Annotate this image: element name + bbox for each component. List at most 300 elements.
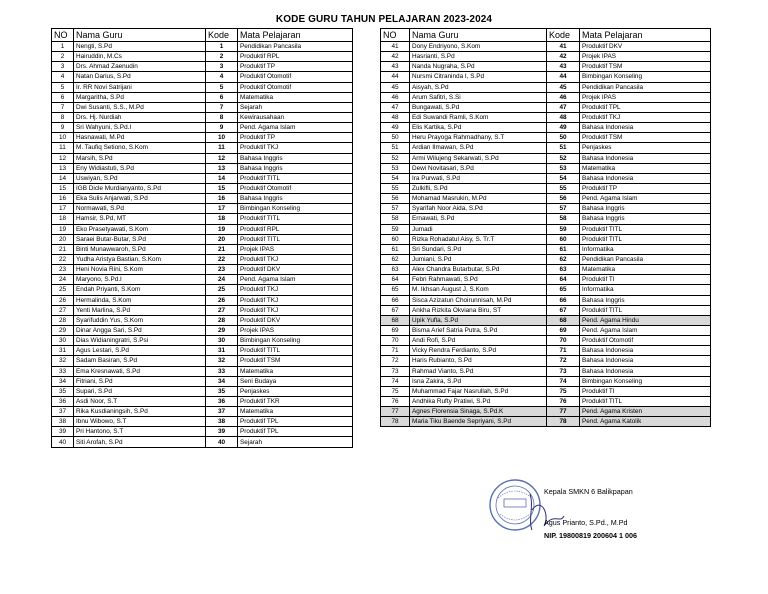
- cell-nama-guru: Sisca Azizatun Choirunnisah, M.Pd: [410, 295, 547, 305]
- cell-mata-pelajaran: Bahasa Inggris: [238, 163, 353, 173]
- cell-mata-pelajaran: Penjaskes: [238, 386, 353, 396]
- cell-nama-guru: Andi Rofi, S.Pd: [410, 336, 547, 346]
- cell-mata-pelajaran: Matematika: [580, 265, 711, 275]
- cell-no: 77: [381, 407, 410, 417]
- cell-kode: 50: [547, 133, 580, 143]
- table-row: [381, 82, 711, 92]
- cell-no: 76: [381, 396, 410, 406]
- cell-kode: 3: [206, 62, 238, 72]
- cell-nama-guru: Natan Darius, S.Pd: [74, 72, 206, 82]
- cell-mata-pelajaran: Produktif TPL: [238, 427, 353, 437]
- table-row: [381, 346, 711, 356]
- cell-no: 69: [381, 325, 410, 335]
- table-row: [52, 265, 353, 275]
- cell-nama-guru: Alex Chandra Butarbutar, S.Pd: [410, 265, 547, 275]
- cell-no: 70: [381, 336, 410, 346]
- cell-nama-guru: Bisma Arief Satria Putra, S.Pd: [410, 325, 547, 335]
- table-row: [381, 194, 711, 204]
- page-title: KODE GURU TAHUN PELAJARAN 2023-2024: [275, 14, 493, 25]
- table-row: [381, 72, 711, 82]
- cell-no: 67: [381, 305, 410, 315]
- cell-kode: 30: [206, 336, 238, 346]
- cell-kode: 57: [547, 204, 580, 214]
- header-no: NO: [381, 29, 410, 42]
- cell-kode: 58: [547, 214, 580, 224]
- cell-mata-pelajaran: Produktif TITL: [238, 214, 353, 224]
- cell-mata-pelajaran: Produktif DKV: [238, 315, 353, 325]
- cell-nama-guru: Heni Novia Rini, S.Kom: [74, 265, 206, 275]
- cell-kode: 78: [547, 417, 580, 427]
- cell-kode: 22: [206, 254, 238, 264]
- table-row: [381, 305, 711, 315]
- cell-no: 37: [52, 407, 74, 417]
- cell-nama-guru: Mohamad Masrukin, M.Pd: [410, 194, 547, 204]
- cell-mata-pelajaran: Produktif DKV: [580, 42, 711, 52]
- cell-mata-pelajaran: Bimbingan Konseling: [580, 72, 711, 82]
- cell-nama-guru: Maryono, S.Pd.I: [74, 275, 206, 285]
- table-row: [52, 92, 353, 102]
- cell-kode: 24: [206, 275, 238, 285]
- cell-no: 9: [52, 123, 74, 133]
- cell-no: 48: [381, 112, 410, 122]
- cell-nama-guru: Edi Suwandi Ramli, S.Kom: [410, 112, 547, 122]
- cell-no: 6: [52, 92, 74, 102]
- cell-mata-pelajaran: Projek IPAS: [580, 92, 711, 102]
- cell-kode: 75: [547, 386, 580, 396]
- table-row: [381, 153, 711, 163]
- table-row: [381, 112, 711, 122]
- cell-mata-pelajaran: Pend. Agama Hindu: [580, 315, 711, 325]
- cell-mata-pelajaran: Produktif TKJ: [238, 143, 353, 153]
- cell-mata-pelajaran: Bahasa Inggris: [580, 214, 711, 224]
- cell-no: 20: [52, 234, 74, 244]
- cell-no: 47: [381, 102, 410, 112]
- cell-kode: 6: [206, 92, 238, 102]
- cell-no: 11: [52, 143, 74, 153]
- table-row: [52, 204, 353, 214]
- cell-nama-guru: Marsih, S.Pd: [74, 153, 206, 163]
- cell-kode: 10: [206, 133, 238, 143]
- table-row: [381, 143, 711, 153]
- cell-mata-pelajaran: Kewirausahaan: [238, 112, 353, 122]
- cell-mata-pelajaran: Produktif TITL: [580, 396, 711, 406]
- cell-no: 64: [381, 275, 410, 285]
- cell-no: 75: [381, 386, 410, 396]
- table-row: [52, 72, 353, 82]
- cell-no: 49: [381, 123, 410, 133]
- table-row: [52, 417, 353, 427]
- table-row: [381, 224, 711, 234]
- cell-kode: 48: [547, 112, 580, 122]
- cell-no: 60: [381, 234, 410, 244]
- cell-kode: 77: [547, 407, 580, 417]
- cell-nama-guru: Sri Sundari, S.Pd: [410, 244, 547, 254]
- cell-kode: 11: [206, 143, 238, 153]
- cell-nama-guru: Ernawati, S.Pd: [410, 214, 547, 224]
- cell-no: 65: [381, 285, 410, 295]
- cell-mata-pelajaran: Produktif Otomotif: [238, 82, 353, 92]
- cell-nama-guru: Jumiani, S.Pd: [410, 254, 547, 264]
- cell-nama-guru: Drs. Ahmad Zaenudin: [74, 62, 206, 72]
- table-row: [381, 315, 711, 325]
- cell-kode: 34: [206, 376, 238, 386]
- cell-no: 7: [52, 102, 74, 112]
- header-no: NO: [52, 29, 74, 42]
- cell-mata-pelajaran: Produktif RPL: [238, 224, 353, 234]
- cell-nama-guru: Yudha Aristya Bastian, S.Kom: [74, 254, 206, 264]
- table-row: [52, 275, 353, 285]
- cell-nama-guru: Nursmi Citraninda I, S.Pd: [410, 72, 547, 82]
- cell-no: 17: [52, 204, 74, 214]
- cell-kode: 12: [206, 153, 238, 163]
- table-row: [381, 417, 711, 427]
- table-row: [52, 356, 353, 366]
- cell-nama-guru: Supari, S.Pd: [74, 386, 206, 396]
- table-row: [52, 295, 353, 305]
- cell-mata-pelajaran: Bahasa Inggris: [580, 295, 711, 305]
- cell-nama-guru: Binti Munawwaroh, S.Pd: [74, 244, 206, 254]
- cell-nama-guru: Dinar Angga Sari, S.Pd: [74, 325, 206, 335]
- cell-nama-guru: Dony Endriyono, S.Kom: [410, 42, 547, 52]
- cell-mata-pelajaran: Produktif TKJ: [238, 285, 353, 295]
- table-row: [381, 265, 711, 275]
- table-row: [381, 376, 711, 386]
- table-row: [52, 396, 353, 406]
- cell-nama-guru: Pri Hantono, S.T: [74, 427, 206, 437]
- cell-no: 3: [52, 62, 74, 72]
- cell-kode: 9: [206, 123, 238, 133]
- cell-no: 8: [52, 112, 74, 122]
- cell-mata-pelajaran: Produktif TP: [238, 62, 353, 72]
- table-row: [52, 133, 353, 143]
- cell-kode: 29: [206, 325, 238, 335]
- cell-nama-guru: Febri Rahmawati, S.Pd: [410, 275, 547, 285]
- cell-kode: 46: [547, 92, 580, 102]
- cell-mata-pelajaran: Pendidikan Pancasila: [580, 254, 711, 264]
- cell-kode: 76: [547, 396, 580, 406]
- table-row: [381, 244, 711, 254]
- cell-nama-guru: Asdi Noor, S.T: [74, 396, 206, 406]
- cell-mata-pelajaran: Produktif DKV: [238, 265, 353, 275]
- cell-kode: 33: [206, 366, 238, 376]
- table-row: [381, 52, 711, 62]
- cell-mata-pelajaran: Bahasa Indonesia: [580, 346, 711, 356]
- table-row: [381, 254, 711, 264]
- cell-kode: 66: [547, 295, 580, 305]
- cell-no: 32: [52, 356, 74, 366]
- cell-kode: 64: [547, 275, 580, 285]
- cell-kode: 59: [547, 224, 580, 234]
- table-row: [52, 234, 353, 244]
- cell-kode: 27: [206, 305, 238, 315]
- cell-nama-guru: Hamsir, S.Pd, MT: [74, 214, 206, 224]
- cell-nama-guru: Bungawati, S.Pd: [410, 102, 547, 112]
- cell-mata-pelajaran: Pend. Agama Katolik: [580, 417, 711, 427]
- cell-mata-pelajaran: Matematika: [238, 92, 353, 102]
- cell-no: 18: [52, 214, 74, 224]
- cell-no: 40: [52, 437, 74, 447]
- cell-no: 4: [52, 72, 74, 82]
- cell-no: 68: [381, 315, 410, 325]
- cell-kode: 56: [547, 194, 580, 204]
- cell-kode: 18: [206, 214, 238, 224]
- cell-nama-guru: Vicky Rendra Ferdianto, S.Pd: [410, 346, 547, 356]
- cell-no: 16: [52, 194, 74, 204]
- cell-kode: 54: [547, 173, 580, 183]
- cell-nama-guru: Andhika Rufty Pratiwi, S.Pd: [410, 396, 547, 406]
- cell-no: 72: [381, 356, 410, 366]
- cell-no: 33: [52, 366, 74, 376]
- cell-mata-pelajaran: Pend. Agama Islam: [580, 325, 711, 335]
- table-row: [52, 437, 353, 447]
- cell-mata-pelajaran: Bahasa Indonesia: [580, 123, 711, 133]
- cell-mata-pelajaran: Produktif RPL: [238, 52, 353, 62]
- cell-nama-guru: Isna Zakira, S.Pd: [410, 376, 547, 386]
- cell-nama-guru: Uswiyan, S.Pd: [74, 173, 206, 183]
- cell-no: 25: [52, 285, 74, 295]
- cell-mata-pelajaran: Produktif TKR: [238, 396, 353, 406]
- cell-mata-pelajaran: Bahasa Inggris: [238, 194, 353, 204]
- cell-nama-guru: Ira Purwati, S.Pd: [410, 173, 547, 183]
- cell-kode: 7: [206, 102, 238, 112]
- table-row: [52, 336, 353, 346]
- cell-kode: 20: [206, 234, 238, 244]
- cell-nama-guru: M. Taufiq Setiono, S.Kom: [74, 143, 206, 153]
- cell-mata-pelajaran: Seni Budaya: [238, 376, 353, 386]
- cell-nama-guru: Elis Kartika, S.Pd: [410, 123, 547, 133]
- header-nama-guru: Nama Guru: [74, 29, 206, 42]
- table-row: [52, 42, 353, 52]
- teacher-code-table-right: [380, 28, 711, 427]
- cell-mata-pelajaran: Matematika: [238, 366, 353, 376]
- cell-kode: 32: [206, 356, 238, 366]
- cell-mata-pelajaran: Produktif TI: [580, 386, 711, 396]
- teacher-code-table-left: [51, 28, 353, 448]
- table-row: [52, 325, 353, 335]
- cell-mata-pelajaran: Projek IPAS: [238, 244, 353, 254]
- cell-kode: 44: [547, 72, 580, 82]
- table-row: [52, 376, 353, 386]
- cell-no: 62: [381, 254, 410, 264]
- cell-kode: 13: [206, 163, 238, 173]
- cell-no: 73: [381, 366, 410, 376]
- cell-nama-guru: Yenti Marlina, S.Pd: [74, 305, 206, 315]
- cell-mata-pelajaran: Produktif TSM: [580, 133, 711, 143]
- cell-no: 29: [52, 325, 74, 335]
- cell-nama-guru: Zulkifli, S.Pd: [410, 183, 547, 193]
- table-header-row: [381, 29, 711, 42]
- cell-nama-guru: Rizka Rohadatul Aisy, S. Tr.T: [410, 234, 547, 244]
- cell-no: 31: [52, 346, 74, 356]
- cell-mata-pelajaran: Produktif TITL: [580, 234, 711, 244]
- cell-nama-guru: Ardian Ilmawan, S.Pd: [410, 143, 547, 153]
- table-row: [381, 102, 711, 112]
- table-row: [381, 173, 711, 183]
- table-row: [52, 305, 353, 315]
- cell-mata-pelajaran: Produktif TKJ: [238, 254, 353, 264]
- cell-nama-guru: Hermalinda, S.Kom: [74, 295, 206, 305]
- cell-nama-guru: Normawati, S.Pd: [74, 204, 206, 214]
- table-row: [52, 285, 353, 295]
- cell-no: 24: [52, 275, 74, 285]
- cell-mata-pelajaran: Produktif TSM: [580, 62, 711, 72]
- table-row: [52, 123, 353, 133]
- cell-nama-guru: Maria Tiku Baende Sepriyani, S.Pd: [410, 417, 547, 427]
- cell-nama-guru: Rahmad Vianto, S.Pd: [410, 366, 547, 376]
- header-mata-pelajaran: Mata Pelajaran: [238, 29, 353, 42]
- cell-kode: 21: [206, 244, 238, 254]
- cell-nama-guru: Hairuddin, M.Cs: [74, 52, 206, 62]
- cell-no: 35: [52, 386, 74, 396]
- cell-kode: 65: [547, 285, 580, 295]
- cell-kode: 42: [547, 52, 580, 62]
- signature-nip: NIP. 19800819 200604 1 006: [544, 531, 637, 540]
- cell-nama-guru: Dwi Susanti, S.S., M.Pd: [74, 102, 206, 112]
- cell-mata-pelajaran: Pend. Agama Kristen: [580, 407, 711, 417]
- cell-kode: 38: [206, 417, 238, 427]
- cell-kode: 23: [206, 265, 238, 275]
- cell-mata-pelajaran: Pend. Agama Islam: [238, 275, 353, 285]
- header-nama-guru: Nama Guru: [410, 29, 547, 42]
- cell-no: 38: [52, 417, 74, 427]
- cell-mata-pelajaran: Bimbingan Konseling: [580, 376, 711, 386]
- cell-kode: 39: [206, 427, 238, 437]
- table-row: [52, 244, 353, 254]
- cell-kode: 1: [206, 42, 238, 52]
- cell-mata-pelajaran: Produktif Otomotif: [238, 72, 353, 82]
- cell-kode: 68: [547, 315, 580, 325]
- table-row: [381, 92, 711, 102]
- cell-nama-guru: Upik Yufla, S.Pd: [410, 315, 547, 325]
- cell-kode: 19: [206, 224, 238, 234]
- cell-kode: 26: [206, 295, 238, 305]
- table-row: [381, 214, 711, 224]
- cell-nama-guru: Saraei Butar-Butar, S.Pd: [74, 234, 206, 244]
- cell-mata-pelajaran: Produktif TP: [238, 133, 353, 143]
- cell-kode: 74: [547, 376, 580, 386]
- cell-mata-pelajaran: Pend. Agama Islam: [580, 194, 711, 204]
- cell-kode: 71: [547, 346, 580, 356]
- cell-no: 74: [381, 376, 410, 386]
- table-row: [381, 356, 711, 366]
- table-row: [52, 194, 353, 204]
- cell-no: 2: [52, 52, 74, 62]
- cell-nama-guru: Eka Sulis Anjarwati, S.Pd: [74, 194, 206, 204]
- cell-nama-guru: Margaritha, S.Pd: [74, 92, 206, 102]
- cell-mata-pelajaran: Produktif TITL: [238, 173, 353, 183]
- cell-mata-pelajaran: Bahasa Indonesia: [580, 366, 711, 376]
- cell-mata-pelajaran: Sejarah: [238, 437, 353, 447]
- table-row: [52, 173, 353, 183]
- table-row: [52, 82, 353, 92]
- cell-no: 44: [381, 72, 410, 82]
- cell-no: 22: [52, 254, 74, 264]
- cell-nama-guru: Rika Kusdianingsih, S.Pd: [74, 407, 206, 417]
- cell-no: 58: [381, 214, 410, 224]
- cell-nama-guru: Muhammad Fajar Nasrullah, S.Pd: [410, 386, 547, 396]
- cell-mata-pelajaran: Matematika: [238, 407, 353, 417]
- table-row: [52, 62, 353, 72]
- cell-kode: 16: [206, 194, 238, 204]
- cell-mata-pelajaran: Produktif TKJ: [580, 112, 711, 122]
- table-row: [381, 336, 711, 346]
- cell-no: 50: [381, 133, 410, 143]
- table-row: [381, 204, 711, 214]
- cell-mata-pelajaran: Bahasa Indonesia: [580, 173, 711, 183]
- cell-kode: 35: [206, 386, 238, 396]
- cell-no: 63: [381, 265, 410, 275]
- cell-no: 23: [52, 265, 74, 275]
- cell-no: 10: [52, 133, 74, 143]
- cell-nama-guru: Sri Wahyuni, S.Pd.I: [74, 123, 206, 133]
- cell-mata-pelajaran: Produktif TPL: [580, 102, 711, 112]
- cell-mata-pelajaran: Produktif TSM: [238, 356, 353, 366]
- header-mata-pelajaran: Mata Pelajaran: [580, 29, 711, 42]
- table-row: [381, 325, 711, 335]
- table-row: [52, 102, 353, 112]
- table-row: [381, 396, 711, 406]
- cell-mata-pelajaran: Projek IPAS: [580, 52, 711, 62]
- cell-nama-guru: Hasrianti, S.Pd: [410, 52, 547, 62]
- table-row: [52, 427, 353, 437]
- cell-mata-pelajaran: Pendidikan Pancasila: [580, 82, 711, 92]
- cell-kode: 70: [547, 336, 580, 346]
- cell-no: 5: [52, 82, 74, 92]
- cell-kode: 31: [206, 346, 238, 356]
- cell-no: 57: [381, 204, 410, 214]
- cell-nama-guru: Haris Rubianto, S.Pd: [410, 356, 547, 366]
- cell-no: 43: [381, 62, 410, 72]
- header-kode: Kode: [547, 29, 580, 42]
- table-row: [381, 407, 711, 417]
- cell-nama-guru: Syarifah Noor Aida, S.Pd: [410, 204, 547, 214]
- cell-mata-pelajaran: Informatika: [580, 285, 711, 295]
- cell-kode: 55: [547, 183, 580, 193]
- cell-no: 61: [381, 244, 410, 254]
- cell-kode: 45: [547, 82, 580, 92]
- cell-nama-guru: Ir. RR Novi Satrijani: [74, 82, 206, 92]
- cell-no: 39: [52, 427, 74, 437]
- cell-no: 36: [52, 396, 74, 406]
- table-row: [52, 407, 353, 417]
- table-row: [52, 143, 353, 153]
- cell-no: 19: [52, 224, 74, 234]
- cell-mata-pelajaran: Informatika: [580, 244, 711, 254]
- cell-nama-guru: Ankha Rizkita Okviana Biru, ST: [410, 305, 547, 315]
- cell-nama-guru: Dias Widianingratri, S.Psi: [74, 336, 206, 346]
- cell-kode: 2: [206, 52, 238, 62]
- cell-kode: 14: [206, 173, 238, 183]
- cell-no: 55: [381, 183, 410, 193]
- cell-mata-pelajaran: Projek IPAS: [238, 325, 353, 335]
- cell-nama-guru: Nengti, S.Pd: [74, 42, 206, 52]
- cell-no: 21: [52, 244, 74, 254]
- cell-no: 14: [52, 173, 74, 183]
- cell-mata-pelajaran: Produktif TKJ: [238, 305, 353, 315]
- cell-no: 1: [52, 42, 74, 52]
- cell-no: 26: [52, 295, 74, 305]
- cell-mata-pelajaran: Produktif Otomotif: [238, 183, 353, 193]
- cell-mata-pelajaran: Sejarah: [238, 102, 353, 112]
- cell-kode: 15: [206, 183, 238, 193]
- table-row: [381, 295, 711, 305]
- signature-position: Kepala SMKN 6 Balikpapan: [544, 487, 633, 496]
- cell-no: 71: [381, 346, 410, 356]
- cell-nama-guru: Dewi Novitasari, S.Pd: [410, 163, 547, 173]
- cell-kode: 69: [547, 325, 580, 335]
- table-row: [381, 386, 711, 396]
- cell-kode: 8: [206, 112, 238, 122]
